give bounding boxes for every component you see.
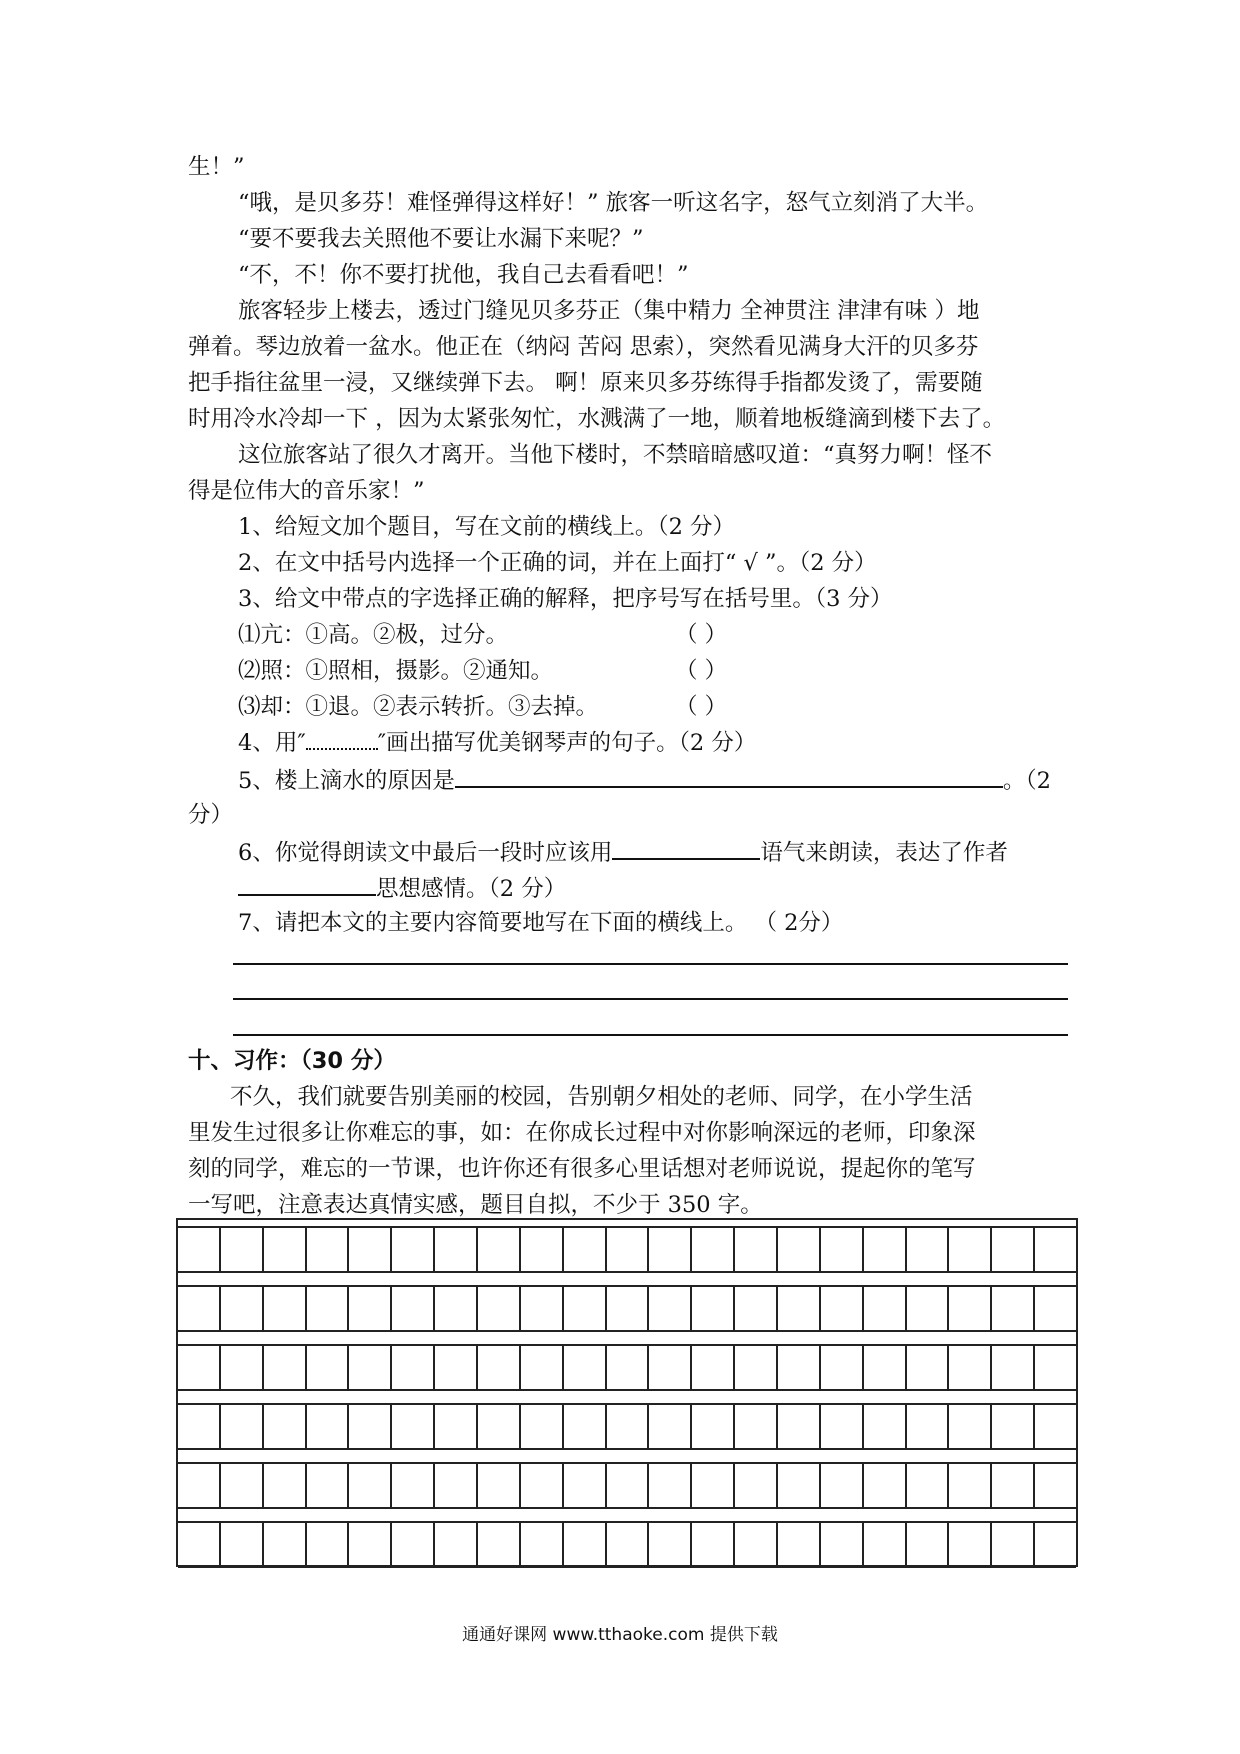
grid-cell[interactable] [905, 1523, 948, 1566]
grid-cell[interactable] [947, 1346, 990, 1389]
question-3-item-2 [238, 654, 1068, 688]
grid-cell[interactable] [605, 1346, 648, 1389]
grid-cell[interactable] [390, 1346, 433, 1389]
grid-cell[interactable] [1033, 1523, 1076, 1566]
grid-cell[interactable] [690, 1346, 733, 1389]
footer-credit: 通通好课网 www.tthaoke.com 提供下载 [462, 1625, 778, 1645]
grid-cell[interactable] [605, 1464, 648, 1507]
composition-line: 里发生过很多让你难忘的事，如：在你成长过程中对你影响深远的老师，印象深 [188, 1120, 976, 1146]
grid-cell[interactable] [390, 1405, 433, 1448]
grid-cell[interactable] [733, 1405, 776, 1448]
grid-cell[interactable] [947, 1464, 990, 1507]
grid-cell[interactable] [433, 1228, 476, 1271]
grid-cell[interactable] [562, 1287, 605, 1330]
grid-cell[interactable] [476, 1405, 519, 1448]
passage-line: 旅客轻步上楼去，透过门缝见贝多芬正（集中精力 全神贯注 津津有味 ）地 [238, 298, 980, 324]
grid-cell[interactable] [990, 1464, 1033, 1507]
grid-cell[interactable] [990, 1346, 1033, 1389]
grid-cell[interactable] [1033, 1287, 1076, 1330]
grid-cell[interactable] [305, 1464, 348, 1507]
grid-cell[interactable] [647, 1405, 690, 1448]
question-5-wrap: 分） [188, 802, 234, 828]
grid-cell[interactable] [776, 1287, 819, 1330]
grid-cell[interactable] [390, 1228, 433, 1271]
grid-cell[interactable] [905, 1287, 948, 1330]
grid-cell[interactable] [519, 1287, 562, 1330]
grid-cell[interactable] [990, 1287, 1033, 1330]
grid-cell[interactable] [562, 1346, 605, 1389]
grid-cell[interactable] [519, 1464, 562, 1507]
item-text: ⑴亢：①高。②极，过分。 [238, 622, 509, 648]
answer-paren[interactable]: （ ） [675, 622, 728, 648]
grid-cell[interactable] [219, 1287, 262, 1330]
question-7: 7、请把本文的主要内容简要地写在下面的横线上。 （ 2分） [238, 910, 844, 936]
grid-cell[interactable] [690, 1464, 733, 1507]
grid-cell[interactable] [219, 1464, 262, 1507]
grid-cell[interactable] [733, 1346, 776, 1389]
grid-cell[interactable] [562, 1464, 605, 1507]
grid-cell[interactable] [219, 1405, 262, 1448]
grid-cell[interactable] [990, 1405, 1033, 1448]
grid-cell[interactable] [647, 1523, 690, 1566]
grid-cell[interactable] [605, 1405, 648, 1448]
question-5-suffix: 。（2 [1002, 768, 1051, 794]
grid-cell[interactable] [819, 1405, 862, 1448]
question-6-middle: 语气来朗读，表达了作者 [760, 840, 1008, 866]
grid-cell[interactable] [178, 1464, 219, 1507]
grid-cell[interactable] [476, 1287, 519, 1330]
grid-cell[interactable] [990, 1228, 1033, 1271]
grid-cell[interactable] [178, 1287, 219, 1330]
passage-line: 这位旅客站了很久才离开。当他下楼时，不禁暗暗感叹道：“真努力啊！怪不 [238, 442, 993, 468]
answer-blank[interactable] [455, 762, 1003, 788]
grid-cell[interactable] [519, 1346, 562, 1389]
grid-cell[interactable] [605, 1523, 648, 1566]
passage-line: 弹着。琴边放着一盆水。他正在（纳闷 苦闷 思索），突然看见满身大汗的贝多芬 [188, 334, 979, 360]
grid-cell[interactable] [776, 1405, 819, 1448]
grid-cell[interactable] [390, 1464, 433, 1507]
grid-row [178, 1521, 1076, 1568]
question-4: 4、用″ ″画出描写优美钢琴声的句子。（2 分） [238, 726, 1068, 760]
answer-line[interactable] [233, 1034, 1068, 1036]
grid-cell[interactable] [178, 1405, 219, 1448]
grid-cell[interactable] [947, 1287, 990, 1330]
grid-cell[interactable] [905, 1405, 948, 1448]
grid-cell[interactable] [519, 1228, 562, 1271]
question-1: 1、给短文加个题目，写在文前的横线上。（2 分） [238, 514, 736, 540]
composition-line: 刻的同学，难忘的一节课，也许你还有很多心里话想对老师说说，提起你的笔写 [188, 1156, 976, 1182]
grid-cell[interactable] [519, 1405, 562, 1448]
grid-cell[interactable] [390, 1523, 433, 1566]
grid-cell[interactable] [819, 1346, 862, 1389]
grid-cell[interactable] [776, 1228, 819, 1271]
item-text: ⑶却：①退。②表示转折。③去掉。 [238, 694, 599, 720]
question-6 [238, 834, 1068, 870]
grid-cell[interactable] [476, 1464, 519, 1507]
grid-cell[interactable] [862, 1228, 905, 1271]
grid-cell[interactable] [178, 1228, 219, 1271]
question-6-prefix: 6、你觉得朗读文中最后一段时应该用 [238, 840, 613, 866]
answer-blank[interactable] [238, 870, 376, 896]
grid-cell[interactable] [390, 1287, 433, 1330]
question-3-item-1 [238, 618, 1068, 652]
grid-cell[interactable] [733, 1523, 776, 1566]
composition-line: 一写吧，注意表达真情实感，题目自拟，不少于 350 字。 [188, 1192, 763, 1218]
grid-cell[interactable] [776, 1346, 819, 1389]
grid-cell[interactable] [605, 1287, 648, 1330]
grid-cell[interactable] [690, 1405, 733, 1448]
passage-line: “要不要我去关照他不要让水漏下来呢？” [238, 226, 644, 252]
grid-cell[interactable] [733, 1287, 776, 1330]
question-4-prefix: 4、用 [238, 730, 298, 756]
grid-cell[interactable] [347, 1287, 390, 1330]
grid-row [178, 1403, 1076, 1450]
question-6-suffix: 思想感情。（2 分） [376, 876, 567, 902]
grid-cell[interactable] [862, 1523, 905, 1566]
grid-cell[interactable] [905, 1346, 948, 1389]
grid-cell[interactable] [347, 1523, 390, 1566]
passage-line: 得是位伟大的音乐家！” [188, 478, 425, 504]
question-3: 3、给文中带点的字选择正确的解释，把序号写在括号里。（3 分） [238, 586, 893, 612]
grid-cell[interactable] [819, 1523, 862, 1566]
grid-cell[interactable] [1033, 1464, 1076, 1507]
grid-cell[interactable] [1033, 1228, 1076, 1271]
grid-cell[interactable] [647, 1228, 690, 1271]
answer-blank[interactable] [612, 834, 760, 860]
grid-cell[interactable] [262, 1287, 305, 1330]
grid-cell[interactable] [1033, 1405, 1076, 1448]
grid-cell[interactable] [347, 1346, 390, 1389]
grid-cell[interactable] [178, 1523, 219, 1566]
grid-cell[interactable] [862, 1346, 905, 1389]
grid-cell[interactable] [1033, 1346, 1076, 1389]
grid-cell[interactable] [776, 1464, 819, 1507]
answer-paren[interactable]: （ ） [675, 658, 728, 684]
grid-cell[interactable] [947, 1405, 990, 1448]
grid-cell[interactable] [947, 1523, 990, 1566]
grid-cell[interactable] [433, 1464, 476, 1507]
grid-cell[interactable] [990, 1523, 1033, 1566]
wavy-line-mark [306, 726, 378, 750]
grid-cell[interactable] [347, 1405, 390, 1448]
grid-cell[interactable] [433, 1346, 476, 1389]
grid-cell[interactable] [433, 1287, 476, 1330]
grid-cell[interactable] [262, 1228, 305, 1271]
grid-cell[interactable] [647, 1287, 690, 1330]
grid-cell[interactable] [905, 1464, 948, 1507]
writing-grid [176, 1218, 1078, 1567]
grid-cell[interactable] [305, 1287, 348, 1330]
grid-cell[interactable] [305, 1405, 348, 1448]
grid-row [178, 1226, 1076, 1273]
grid-cell[interactable] [262, 1523, 305, 1566]
answer-line[interactable] [233, 998, 1068, 1000]
grid-cell[interactable] [905, 1228, 948, 1271]
grid-row [178, 1344, 1076, 1391]
grid-cell[interactable] [219, 1523, 262, 1566]
grid-cell[interactable] [562, 1523, 605, 1566]
grid-cell[interactable] [733, 1228, 776, 1271]
grid-cell[interactable] [605, 1228, 648, 1271]
grid-cell[interactable] [433, 1523, 476, 1566]
grid-cell[interactable] [476, 1523, 519, 1566]
grid-cell[interactable] [347, 1464, 390, 1507]
grid-cell[interactable] [305, 1346, 348, 1389]
grid-cell[interactable] [819, 1287, 862, 1330]
grid-cell[interactable] [562, 1228, 605, 1271]
grid-row [178, 1462, 1076, 1509]
grid-cell[interactable] [690, 1228, 733, 1271]
grid-cell[interactable] [476, 1228, 519, 1271]
grid-cell[interactable] [690, 1523, 733, 1566]
passage-line: “不，不！你不要打扰他，我自己去看看吧！” [238, 262, 689, 288]
grid-cell[interactable] [219, 1228, 262, 1271]
passage-line: 时用冷水冷却一下 ，因为太紧张匆忙，水溅满了一地，顺着地板缝滴到楼下去了。 [188, 406, 1006, 432]
grid-cell[interactable] [862, 1405, 905, 1448]
grid-cell[interactable] [262, 1464, 305, 1507]
grid-cell[interactable] [305, 1228, 348, 1271]
passage-line: 生！” [188, 154, 245, 180]
composition-line: 不久，我们就要告别美丽的校园，告别朝夕相处的老师、同学，在小学生活 [230, 1084, 973, 1110]
grid-row [178, 1285, 1076, 1332]
question-2: 2、在文中括号内选择一个正确的词，并在上面打“ √ ”。（2 分） [238, 550, 877, 576]
grid-cell[interactable] [819, 1464, 862, 1507]
item-text: ⑵照：①照相，摄影。②通知。 [238, 658, 554, 684]
question-3-item-3 [238, 690, 1068, 724]
grid-cell[interactable] [347, 1228, 390, 1271]
grid-cell[interactable] [562, 1405, 605, 1448]
passage-line: “哦，是贝多芬！难怪弹得这样好！” 旅客一听这名字，怒气立刻消了大半。 [238, 190, 989, 216]
grid-cell[interactable] [519, 1523, 562, 1566]
grid-cell[interactable] [862, 1287, 905, 1330]
answer-paren[interactable]: （ ） [675, 694, 728, 720]
grid-cell[interactable] [433, 1405, 476, 1448]
grid-cell[interactable] [262, 1346, 305, 1389]
grid-cell[interactable] [776, 1523, 819, 1566]
grid-cell[interactable] [647, 1464, 690, 1507]
passage-line: 把手指往盆里一浸，又继续弹下去。 啊！原来贝多芬练得手指都发烫了，需要随 [188, 370, 983, 396]
grid-cell[interactable] [690, 1287, 733, 1330]
grid-cell[interactable] [476, 1346, 519, 1389]
grid-cell[interactable] [178, 1346, 219, 1389]
grid-cell[interactable] [647, 1346, 690, 1389]
question-5-prefix: 5、楼上滴水的原因是 [238, 768, 455, 794]
question-6-cont [238, 870, 1068, 906]
grid-cell[interactable] [819, 1228, 862, 1271]
grid-cell[interactable] [305, 1523, 348, 1566]
grid-cell[interactable] [947, 1228, 990, 1271]
grid-cell[interactable] [862, 1464, 905, 1507]
grid-cell[interactable] [219, 1346, 262, 1389]
grid-cell[interactable] [733, 1464, 776, 1507]
question-5 [238, 762, 1068, 798]
grid-cell[interactable] [262, 1405, 305, 1448]
question-4-suffix: 画出描写优美钢琴声的句子。（2 分） [386, 730, 757, 756]
answer-line[interactable] [233, 963, 1068, 965]
composition-heading: 十、习作：（30 分） [188, 1048, 396, 1074]
